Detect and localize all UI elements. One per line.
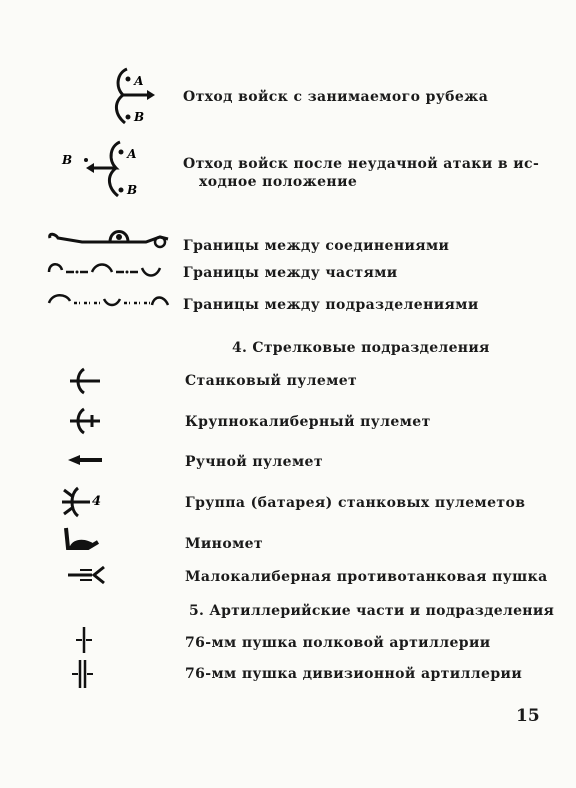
entry-unit-boundary-text: Границы между частями [183,265,398,281]
point-b-left-label: В [62,153,73,167]
item-antitank-gun: Малокалиберная противотанковая пушка [185,569,548,585]
entry-failed-attack-text-cont: ходное положение [199,174,358,190]
large-caliber-machine-gun-symbol [64,406,104,436]
item-large-caliber-machine-gun: Крупнокалиберный пулемет [185,414,431,430]
subunit-boundary-symbol [46,289,174,311]
antitank-gun-symbol [64,563,108,587]
formation-boundary-symbol [46,224,174,250]
withdrawal-after-attack-symbol [60,138,160,203]
point-b-label: В [134,110,145,124]
regimental-gun-symbol [72,625,96,655]
mortar-symbol [62,524,102,554]
entry-formation-boundary-text: Границы между соединениями [183,238,450,254]
heavy-machine-gun-symbol [64,366,104,396]
light-machine-gun-symbol [64,447,104,473]
item-mortar: Миномет [185,536,264,552]
item-heavy-machine-gun: Станковый пулемет [185,373,358,389]
machine-gun-group-symbol [58,484,108,520]
entry-subunit-boundary-text: Границы между подразделениями [183,297,479,313]
battery-count-label: 4 [92,494,102,509]
point-b-label-2: В [127,183,138,197]
divisional-gun-symbol [70,658,96,690]
withdrawal-symbol [95,65,165,130]
unit-boundary-symbol [46,258,174,280]
item-regimental-gun: 76-мм пушка полковой артиллерии [185,635,491,651]
entry-withdrawal-text: Отход войск с занимаемого рубежа [183,89,489,105]
entry-failed-attack-text: Отход войск после неудачной атаки в ис- [183,156,540,172]
section-5-heading: 5. Артиллерийские части и подразделения [189,603,555,619]
item-divisional-gun: 76-мм пушка дивизионной артиллерии [185,666,523,682]
page-number: 15 [516,706,540,726]
item-light-machine-gun: Ручной пулемет [185,454,323,470]
item-machine-gun-group: Группа (батарея) станковых пулеметов [185,495,526,511]
section-4-heading: 4. Стрелковые подразделения [232,340,490,356]
point-a-label-2: А [127,147,137,161]
point-a-label: А [134,74,144,88]
